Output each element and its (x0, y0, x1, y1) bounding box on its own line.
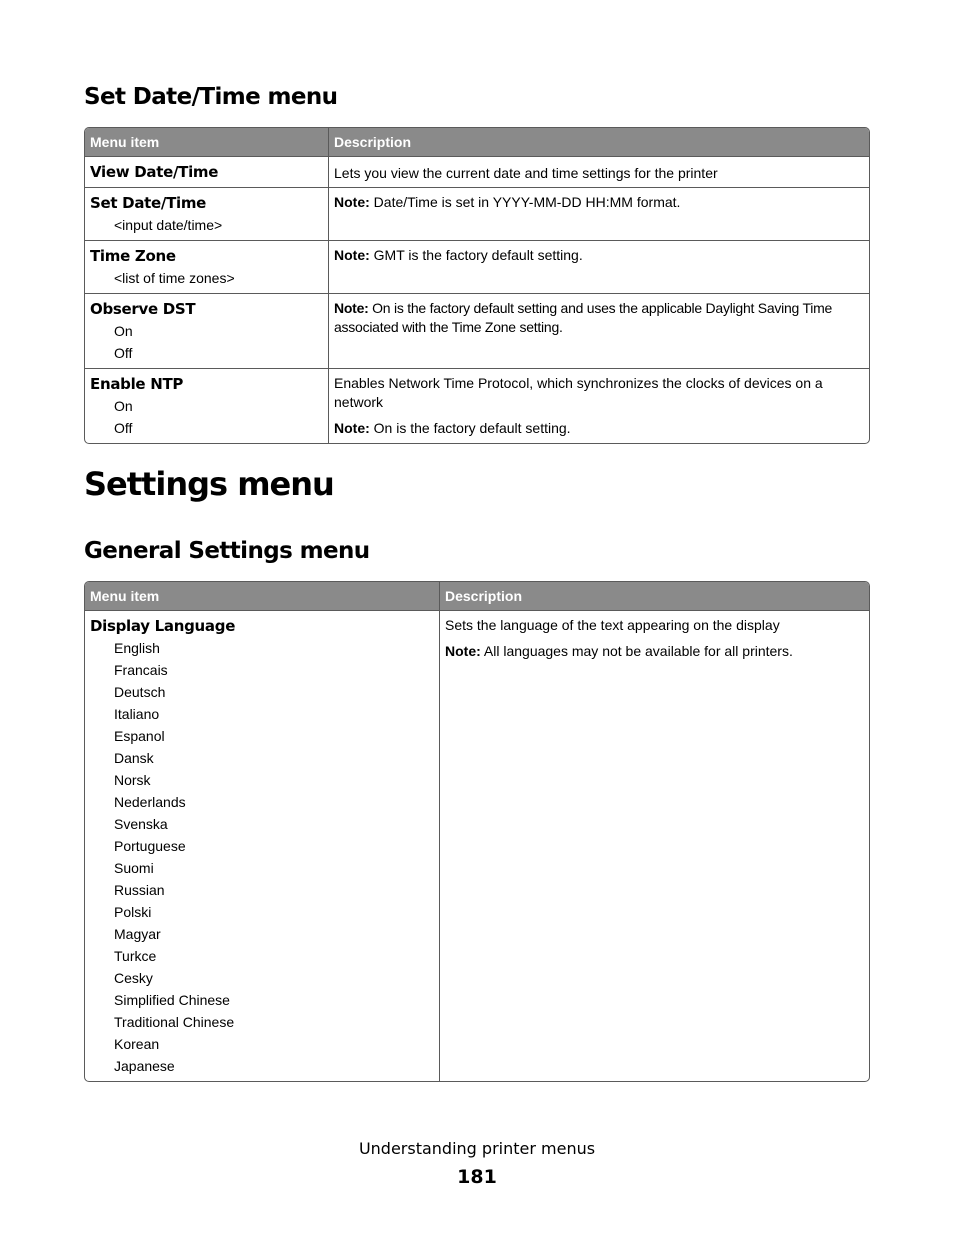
description-text: Sets the language of the text appearing on the display (445, 617, 780, 633)
menu-item-option: <list of time zones> (114, 270, 235, 286)
description-cell (439, 611, 869, 1081)
note-label: Note: (334, 300, 369, 316)
menu-item-option: Nederlands (114, 794, 186, 810)
note-body: On is the factory default setting. (373, 420, 571, 436)
note-text (334, 246, 864, 265)
description-text: Enables Network Time Protocol, which synchronizes the clocks of devices on a network (334, 375, 823, 410)
menu-item-name: Time Zone (90, 247, 176, 265)
note-text (334, 419, 864, 438)
set-date-time-table (84, 127, 870, 444)
column-header-description: Description (328, 128, 869, 157)
page-number: 181 (457, 1166, 497, 1188)
general-settings-heading: General Settings menu (84, 538, 370, 564)
menu-item-option: Portuguese (114, 838, 186, 854)
menu-item-option: <input date/time> (114, 217, 223, 233)
footer-section-title: Understanding printer menus (358, 1139, 596, 1158)
note-label: Note: (334, 194, 370, 210)
description-cell (328, 157, 869, 187)
table-row (85, 293, 869, 368)
description-cell (328, 368, 869, 443)
note-text (445, 642, 864, 661)
table-row (85, 157, 869, 187)
menu-item-option: On (114, 323, 133, 339)
menu-item-option: Francais (114, 662, 168, 678)
language-option-list (90, 637, 434, 1077)
note-label: Note: (445, 643, 481, 659)
menu-item-option: Dansk (114, 750, 154, 766)
menu-item-cell (85, 293, 328, 368)
table-header-row (85, 582, 869, 611)
menu-item-option: Deutsch (114, 684, 166, 700)
general-settings-table (84, 581, 870, 1082)
note-body: All languages may not be available for all printers. (483, 643, 793, 659)
column-header-menu-item: Menu item (85, 582, 439, 611)
note-body: On is the factory default setting and uses the applicable Daylight Saving Time associated with the Time Zone setting. (334, 300, 833, 335)
menu-item-option: Italiano (114, 706, 160, 722)
menu-item-option: Magyar (114, 926, 161, 942)
column-header-description: Description (439, 582, 869, 611)
menu-item-option: Off (114, 420, 133, 436)
menu-item-option: Japanese (114, 1058, 175, 1074)
menu-item-option: English (114, 640, 160, 656)
menu-item-option: Cesky (114, 970, 153, 986)
description-text: Lets you view the current date and time settings for the printer (334, 165, 718, 181)
note-body: GMT is the factory default setting. (373, 247, 583, 263)
menu-item-cell (85, 611, 439, 1081)
menu-item-option: On (114, 398, 133, 414)
menu-item-name: Observe DST (90, 300, 196, 318)
menu-item-option: Suomi (114, 860, 154, 876)
set-date-time-heading: Set Date/Time menu (84, 84, 338, 110)
note-body: Date/Time is set in YYYY-MM-DD HH:MM format. (373, 194, 681, 210)
menu-item-option: Polski (114, 904, 152, 920)
table-row (85, 611, 869, 1081)
menu-item-option: Norsk (114, 772, 151, 788)
table-header-row (85, 128, 869, 157)
menu-item-option: Off (114, 345, 133, 361)
description-cell (328, 240, 869, 293)
description-cell (328, 293, 869, 368)
menu-item-option: Svenska (114, 816, 168, 832)
menu-item-option: Russian (114, 882, 165, 898)
menu-item-cell (85, 240, 328, 293)
menu-item-cell (85, 368, 328, 443)
note-text (334, 193, 864, 212)
table-row (85, 240, 869, 293)
menu-item-option: Turkce (114, 948, 157, 964)
column-header-menu-item: Menu item (85, 128, 328, 157)
menu-item-option: Espanol (114, 728, 165, 744)
table-row (85, 187, 869, 240)
menu-item-cell (85, 157, 328, 187)
menu-item-name: Set Date/Time (90, 194, 207, 212)
settings-menu-heading: Settings menu (84, 465, 334, 503)
menu-item-name: Enable NTP (90, 375, 184, 393)
description-cell (328, 187, 869, 240)
menu-item-cell (85, 187, 328, 240)
menu-item-name: Display Language (90, 617, 236, 635)
menu-item-name: View Date/Time (90, 163, 219, 181)
table-row (85, 368, 869, 443)
menu-item-option: Traditional Chinese (114, 1014, 235, 1030)
menu-item-option: Simplified Chinese (114, 992, 230, 1008)
note-label: Note: (334, 420, 370, 436)
note-text (334, 299, 864, 337)
note-label: Note: (334, 247, 370, 263)
menu-item-option: Korean (114, 1036, 160, 1052)
